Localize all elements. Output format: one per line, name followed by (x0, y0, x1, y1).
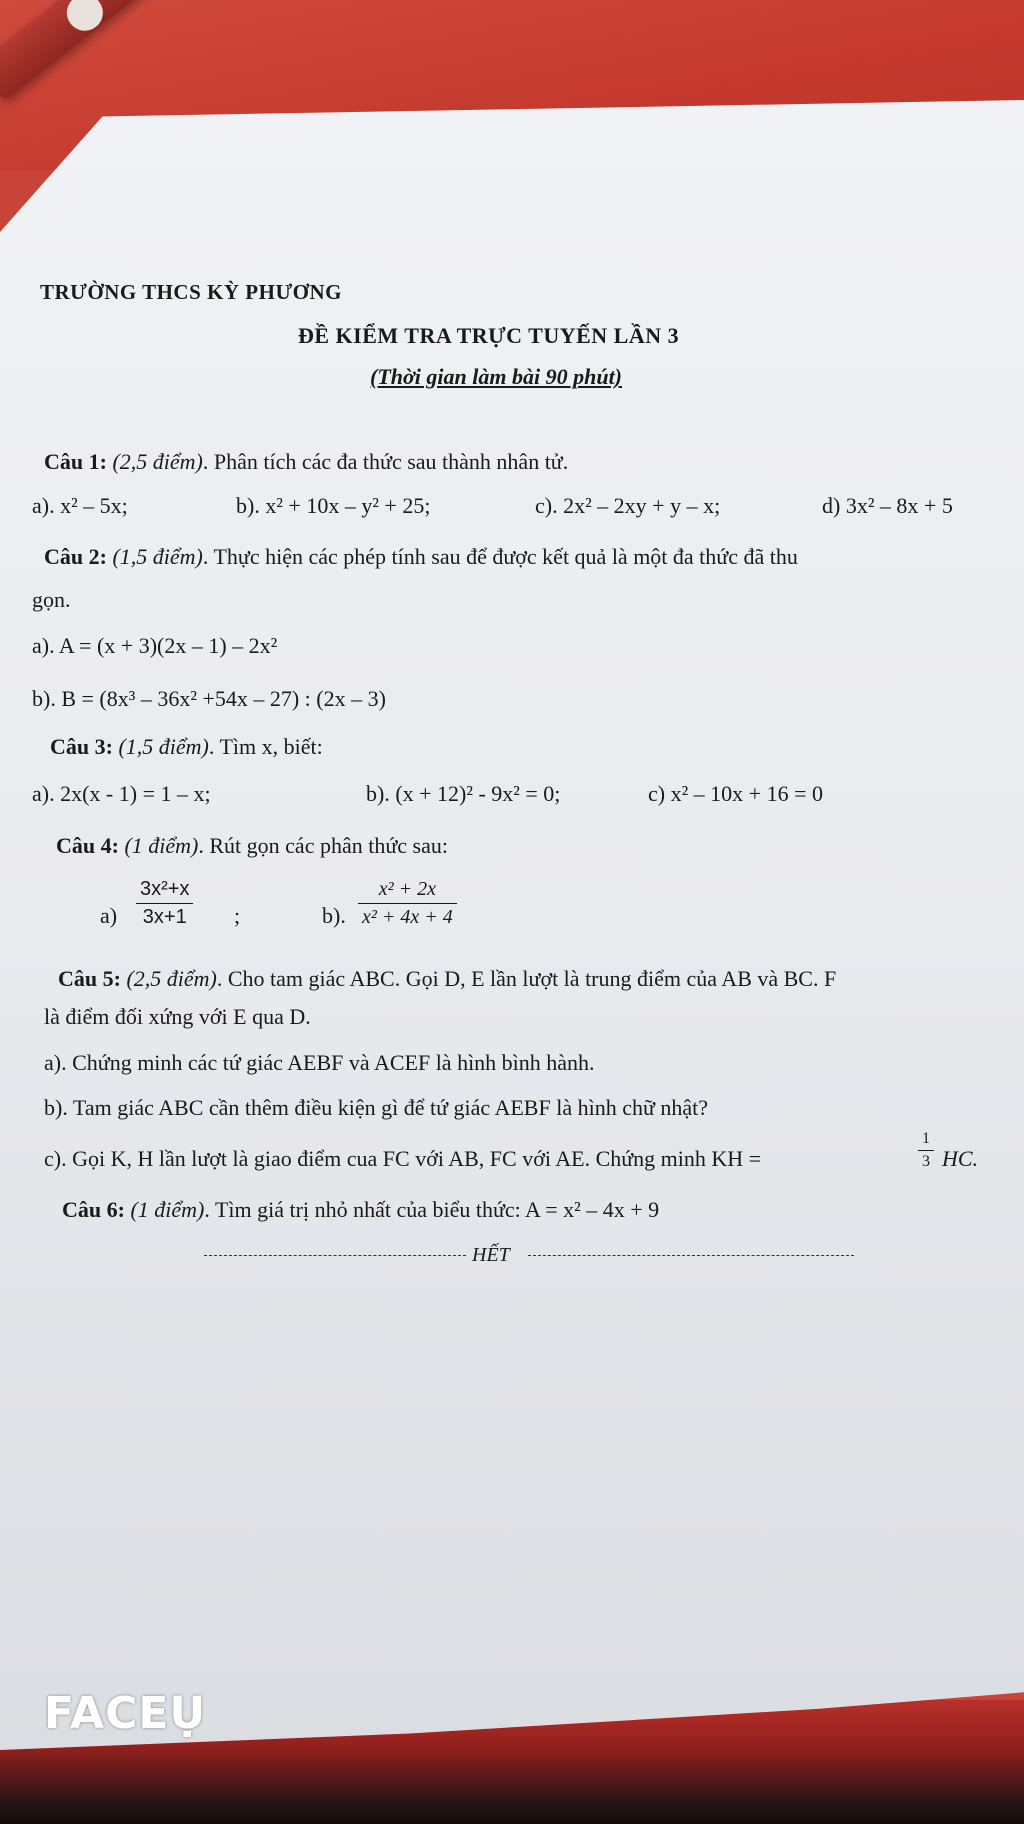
q1-item-a: a). x² – 5x; (32, 493, 128, 518)
q3-heading (50, 733, 323, 761)
q2-heading (44, 543, 798, 571)
q5-text: . Cho tam giác ABC. Gọi D, E lần lượt là trung điểm của AB và BC. F (216, 966, 837, 991)
end-divider-right (528, 1255, 854, 1256)
q1-item-c: c). 2x² – 2xy + y – x; (535, 493, 721, 518)
q5-points: (2,5 điểm) (126, 966, 217, 991)
q1-item-d: d) 3x² – 8x + 5 (822, 493, 953, 518)
q3-text: . Tìm x, biết: (208, 734, 323, 759)
q1-heading (44, 448, 568, 476)
q2-text-cont: gọn. (32, 587, 71, 612)
q4-fraction-a-denominator: 3x+1 (142, 906, 187, 928)
q5-item-c: c). Gọi K, H lần lượt là giao điểm cua FC với AB, FC với AE. Chứng minh KH = (44, 1146, 762, 1171)
exam-duration: (Thời gian làm bài 90 phút) (370, 364, 623, 389)
q4-text: . Rút gọn các phân thức sau: (198, 833, 448, 858)
q4-heading (56, 832, 448, 860)
q4-fraction-a-numerator: 3x²+x (140, 878, 190, 900)
watermark-logo: FACEỤ (44, 1688, 207, 1739)
fraction-bar (918, 1150, 934, 1151)
q4-fraction-a (136, 878, 193, 929)
school-name: TRƯỜNG THCS KỲ PHƯƠNG (40, 280, 342, 304)
q2-item-a: a). A = (x + 3)(2x – 1) – 2x² (32, 633, 278, 658)
q4-points: (1 điểm) (124, 833, 199, 858)
q1-text: . Phân tích các đa thức sau thành nhân tử. (202, 449, 569, 474)
q2-label: Câu 2: (44, 544, 107, 569)
fraction-bar (136, 903, 193, 904)
q2-text: . Thực hiện các phép tính sau để được kết quả là một đa thức đã thu (202, 544, 798, 569)
q3-label: Câu 3: (50, 734, 113, 759)
q3-points: (1,5 điểm) (118, 734, 209, 759)
q5-fraction-denominator: 3 (922, 1153, 930, 1170)
q4-label: Câu 4: (56, 833, 119, 858)
q1-label: Câu 1: (44, 449, 107, 474)
q3-item-a: a). 2x(x - 1) = 1 – x; (32, 781, 211, 806)
fraction-bar (358, 903, 457, 904)
q4-fraction-b-numerator: x² + 2x (378, 878, 436, 900)
q6-label: Câu 6: (62, 1197, 125, 1222)
exam-title: ĐỀ KIỂM TRA TRỰC TUYẾN LẦN 3 (298, 323, 680, 348)
q4-item-b-label: b). (322, 903, 346, 928)
q3-item-c: c) x² – 10x + 16 = 0 (648, 781, 824, 806)
q4-item-a-label: a) (100, 903, 118, 928)
q6-heading (62, 1196, 659, 1224)
q2-points: (1,5 điểm) (112, 544, 203, 569)
q5-fraction-numerator: 1 (922, 1130, 930, 1147)
q5-item-c-tail: HC. (942, 1146, 979, 1171)
q3-item-b: b). (x + 12)² - 9x² = 0; (366, 781, 561, 806)
q4-separator: ; (234, 903, 241, 928)
q2-item-b: b). B = (8x³ – 36x² +54x – 27) : (2x – 3) (32, 686, 386, 711)
end-divider-left (204, 1255, 466, 1256)
end-marker: HẾT (472, 1244, 510, 1266)
q4-fraction-b (358, 878, 457, 929)
q6-points: (1 điểm) (130, 1197, 205, 1222)
q6-text: . Tìm giá trị nhỏ nhất của biểu thức: A = x² – 4x + 9 (204, 1197, 660, 1222)
q1-item-b: b). x² + 10x – y² + 25; (236, 493, 431, 518)
q5-text-cont: là điểm đối xứng với E qua D. (44, 1004, 311, 1029)
q4-fraction-b-denominator: x² + 4x + 4 (362, 906, 453, 928)
q5-item-b: b). Tam giác ABC cần thêm điều kiện gì để tứ giác AEBF là hình chữ nhật? (44, 1095, 709, 1120)
q5-heading (58, 965, 836, 993)
q5-fraction (918, 1130, 934, 1171)
q1-points: (2,5 điểm) (112, 449, 203, 474)
q5-label: Câu 5: (58, 966, 121, 991)
q5-item-a: a). Chứng minh các tứ giác AEBF và ACEF là hình bình hành. (44, 1050, 595, 1075)
